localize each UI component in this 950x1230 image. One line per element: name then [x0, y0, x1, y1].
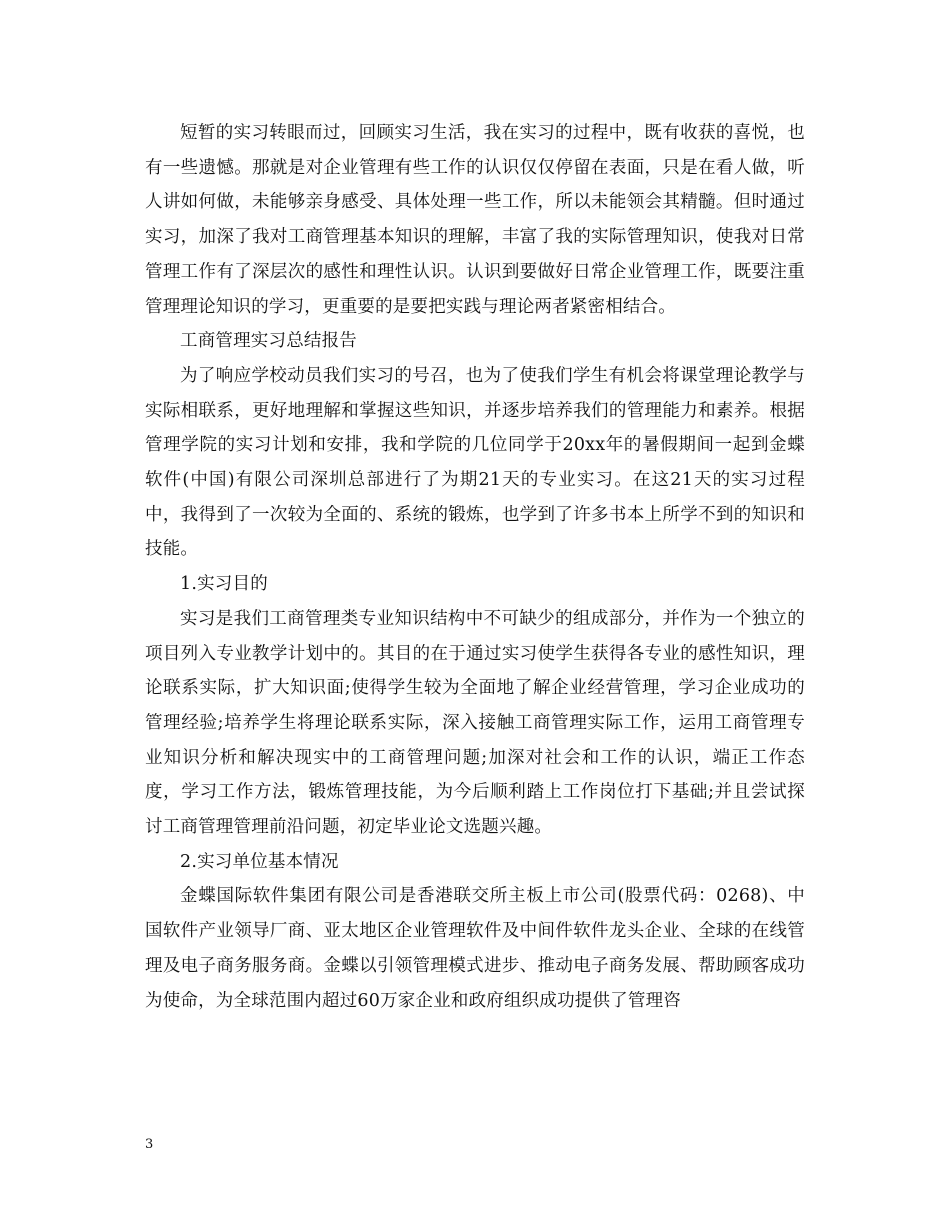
- document-body: [145, 116, 805, 1018]
- paragraph-company-info: 金蝶国际软件集团有限公司是香港联交所主板上市公司(股票代码：0268)、中国软件产业领导厂商、亚太地区企业管理软件及中间件软件龙头企业、全球的在线管理及电子商务服务商。金蝶以引领管理模式进步、推动电子商务发展、帮助顾客成功为使命，为全球范围内超过60万家企业和政府组织成功提供了管理咨: [145, 886, 805, 1011]
- page-number: 3: [145, 1137, 154, 1152]
- section-heading-purpose: 1.实习目的: [180, 574, 268, 595]
- paragraph-internship-reflection: 短暂的实习转眼而过，回顾实习生活，我在实习的过程中，既有收获的喜悦，也有一些遗憾。那就是对企业管理有些工作的认识仅仅停留在表面，只是在看人做，听人讲如何做，未能够亲身感受、具体处理一些工作，所以未能领会其精髓。但时通过实习，加深了我对工商管理基本知识的理解，丰富了我的实际管理知识，使我对日常管理工作有了深层次的感性和理性认识。认识到要做好日常企业管理工作，既要注重管理理论知识的学习，更重要的是要把实践与理论两者紧密相结合。: [145, 123, 805, 317]
- section-title-report: 工商管理实习总结报告: [180, 331, 357, 352]
- section-heading-company: 2.实习单位基本情况: [180, 851, 339, 872]
- paragraph-internship-intro: 为了响应学校动员我们实习的号召，也为了使我们学生有机会将课堂理论教学与实际相联系，更好地理解和掌握这些知识，并逐步培养我们的管理能力和素养。根据管理学院的实习计划和安排，我和学院的几位同学于20xx年的暑假期间一起到金蝶软件(中国)有限公司深圳总部进行了为期21天的专业实习。在这21天的实习过程中，我得到了一次较为全面的、系统的锻炼，也学到了许多书本上所学不到的知识和技能。: [145, 365, 805, 560]
- paragraph-internship-purpose: 实习是我们工商管理类专业知识结构中不可缺少的组成部分，并作为一个独立的项目列入专业教学计划中的。其目的在于通过实习使学生获得各专业的感性知识，理论联系实际，扩大知识面;使得学生较为全面地了解企业经营管理，学习企业成功的管理经验;培养学生将理论联系实际，深入接触工商管理实际工作，运用工商管理专业知识分析和解决现实中的工商管理问题;加深对社会和工作的认识，端正工作态度，学习工作方法，锻炼管理技能，为今后顺利踏上工作岗位打下基础;并且尝试探讨工商管理管理前沿问题，初定毕业论文选题兴趣。: [145, 608, 805, 838]
